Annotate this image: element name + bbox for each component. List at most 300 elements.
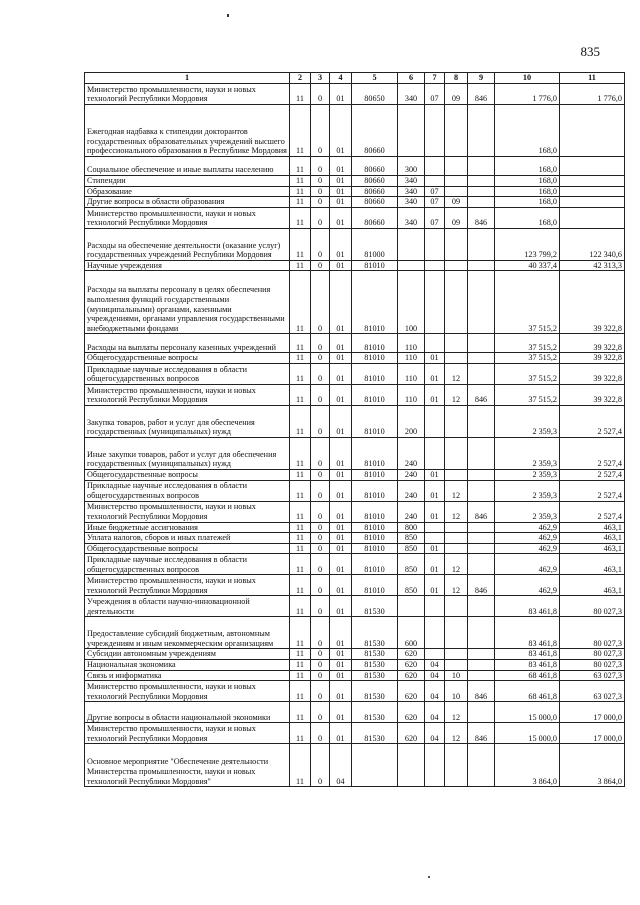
code-cell [445,617,468,649]
code-cell [445,334,468,353]
code-cell: 110 [398,363,425,384]
code-cell: 0 [311,228,330,260]
code-cell: 01 [330,260,352,271]
table-row [85,533,625,544]
amount-cell: 39 322,8 [560,384,625,405]
code-cell: 01 [330,681,352,702]
amount-cell: 1 776,0 [495,84,560,105]
code-cell: 81010 [352,469,398,480]
code-cell: 0 [311,157,330,176]
code-cell: 81010 [352,353,398,364]
code-cell [468,543,495,554]
amount-cell: 168,0 [495,157,560,176]
code-cell: 07 [425,197,445,208]
code-cell: 01 [330,596,352,617]
amount-cell: 15 000,0 [495,702,560,723]
code-cell: 80660 [352,157,398,176]
amount-cell: 37 515,2 [495,334,560,353]
code-cell [425,533,445,544]
code-cell: 0 [311,197,330,208]
table-row [85,228,625,260]
code-cell: 0 [311,480,330,501]
code-cell: 09 [445,207,468,228]
amount-cell: 83 461,8 [495,649,560,660]
row-name-cell: Другие вопросы в области образования [85,197,290,208]
code-cell: 850 [398,543,425,554]
code-cell: 620 [398,723,425,744]
code-cell [425,649,445,660]
code-cell [445,522,468,533]
code-cell: 01 [330,617,352,649]
code-cell [445,176,468,187]
code-cell: 81530 [352,596,398,617]
amount-cell: 168,0 [495,105,560,157]
amount-cell: 2 527,4 [560,469,625,480]
code-cell: 110 [398,353,425,364]
table-row [85,554,625,575]
code-cell: 0 [311,84,330,105]
row-name-cell: Субсидии автономным учреждениям [85,649,290,660]
amount-cell: 463,1 [560,575,625,596]
code-cell [468,469,495,480]
code-cell: 11 [290,533,311,544]
amount-cell: 1 776,0 [560,84,625,105]
code-cell: 81010 [352,334,398,353]
code-cell: 11 [290,334,311,353]
row-name-cell: Министерство промышленности, науки и новых технологий Республики Мордовия [85,207,290,228]
code-cell [468,533,495,544]
code-cell: 01 [330,533,352,544]
code-cell: 0 [311,723,330,744]
code-cell: 11 [290,405,311,437]
code-cell: 81010 [352,384,398,405]
code-cell: 81010 [352,501,398,522]
code-cell [468,617,495,649]
amount-cell: 63 027,3 [560,670,625,681]
code-cell: 81010 [352,533,398,544]
code-cell: 12 [445,702,468,723]
amount-cell: 462,9 [495,575,560,596]
code-cell [468,176,495,187]
code-cell: 240 [398,480,425,501]
code-cell [398,744,425,787]
table-row [85,197,625,208]
row-name-cell: Иные бюджетные ассигнования [85,522,290,533]
code-cell: 12 [445,575,468,596]
row-name-cell: Министерство промышленности, науки и новых технологий Республики Мордовия [85,501,290,522]
code-cell: 81530 [352,670,398,681]
code-cell [468,260,495,271]
row-name-cell: Общегосударственные вопросы [85,469,290,480]
code-cell [445,596,468,617]
code-cell: 11 [290,271,311,334]
code-cell [425,105,445,157]
code-cell: 10 [445,670,468,681]
code-cell: 0 [311,543,330,554]
row-name-cell: Уплата налогов, сборов и иных платежей [85,533,290,544]
code-cell: 01 [330,469,352,480]
code-cell: 846 [468,84,495,105]
table-row [85,469,625,480]
code-cell: 81010 [352,260,398,271]
code-cell [398,260,425,271]
code-cell: 846 [468,575,495,596]
row-name-cell: Учреждения в области научно-инновационной деятельности [85,596,290,617]
row-name-cell: Национальная экономика [85,659,290,670]
code-cell: 240 [398,469,425,480]
amount-cell: 462,9 [495,543,560,554]
amount-cell: 462,9 [495,522,560,533]
amount-cell: 37 515,2 [495,384,560,405]
table-row [85,260,625,271]
table-row [85,575,625,596]
code-cell: 07 [425,84,445,105]
code-cell: 0 [311,384,330,405]
table-row [85,363,625,384]
amount-cell: 3 864,0 [560,744,625,787]
table-row [85,670,625,681]
row-name-cell: Общегосударственные вопросы [85,543,290,554]
code-cell: 04 [425,702,445,723]
code-cell: 0 [311,437,330,469]
code-cell: 846 [468,207,495,228]
code-cell: 11 [290,543,311,554]
row-name-cell: Министерство промышленности, науки и новых технологий Республики Мордовия [85,681,290,702]
code-cell [468,649,495,660]
code-cell: 01 [330,334,352,353]
amount-cell: 123 799,2 [495,228,560,260]
table-row [85,681,625,702]
column-header: 10 [495,73,560,84]
code-cell [468,522,495,533]
code-cell [468,480,495,501]
row-name-cell: Научные учреждения [85,260,290,271]
code-cell: 12 [445,723,468,744]
column-header: 4 [330,73,352,84]
code-cell: 340 [398,186,425,197]
column-header: 2 [290,73,311,84]
amount-cell: 40 337,4 [495,260,560,271]
code-cell: 01 [330,543,352,554]
code-cell: 01 [330,207,352,228]
code-cell: 81010 [352,554,398,575]
code-cell: 07 [425,186,445,197]
code-cell [425,744,445,787]
column-header: 5 [352,73,398,84]
table-row [85,702,625,723]
code-cell: 11 [290,353,311,364]
table-row [85,176,625,187]
row-name-cell: Иные закупки товаров, работ и услуг для обеспечения государственных (муниципальных) нужд [85,437,290,469]
code-cell [468,197,495,208]
column-header: 3 [311,73,330,84]
code-cell: 0 [311,334,330,353]
code-cell: 0 [311,617,330,649]
amount-cell: 80 027,3 [560,617,625,649]
column-header: 11 [560,73,625,84]
table-row [85,617,625,649]
amount-cell: 2 527,4 [560,501,625,522]
code-cell: 01 [330,480,352,501]
code-cell: 11 [290,617,311,649]
code-cell [445,260,468,271]
code-cell: 846 [468,384,495,405]
code-cell: 12 [445,480,468,501]
table-row [85,207,625,228]
code-cell: 850 [398,533,425,544]
code-cell: 0 [311,575,330,596]
code-cell: 620 [398,659,425,670]
amount-cell [560,197,625,208]
table-row [85,501,625,522]
code-cell [425,176,445,187]
code-cell: 01 [425,480,445,501]
code-cell: 620 [398,649,425,660]
code-cell [425,437,445,469]
code-cell: 81000 [352,228,398,260]
code-cell: 0 [311,353,330,364]
code-cell: 340 [398,207,425,228]
amount-cell: 37 515,2 [495,363,560,384]
row-name-cell: Расходы на обеспечение деятельности (оказание услуг) государственных учреждений Республики Мордовия [85,228,290,260]
code-cell: 81530 [352,681,398,702]
row-name-cell: Закупка товаров, работ и услуг для обеспечения государственных (муниципальных) нужд [85,405,290,437]
code-cell: 04 [425,681,445,702]
code-cell [425,405,445,437]
code-cell: 0 [311,271,330,334]
code-cell: 10 [445,681,468,702]
code-cell: 01 [330,353,352,364]
table-row [85,157,625,176]
code-cell: 100 [398,271,425,334]
code-cell: 0 [311,554,330,575]
amount-cell [560,176,625,187]
row-name-cell: Министерство промышленности, науки и новых технологий Республики Мордовия [85,84,290,105]
code-cell: 01 [330,105,352,157]
amount-cell: 63 027,3 [560,681,625,702]
amount-cell [560,207,625,228]
row-name-cell: Прикладные научные исследования в области общегосударственных вопросов [85,363,290,384]
code-cell: 340 [398,84,425,105]
code-cell: 620 [398,670,425,681]
amount-cell: 168,0 [495,186,560,197]
row-name-cell: Предоставление субсидий бюджетным, автономным учреждениям и иным некоммерческим организациям [85,617,290,649]
code-cell: 81010 [352,405,398,437]
code-cell: 01 [330,575,352,596]
amount-cell: 168,0 [495,197,560,208]
code-cell: 01 [425,554,445,575]
row-name-cell: Прикладные научные исследования в области общегосударственных вопросов [85,554,290,575]
amount-cell: 3 864,0 [495,744,560,787]
code-cell: 12 [445,554,468,575]
code-cell [468,157,495,176]
code-cell [445,228,468,260]
table-row [85,105,625,157]
code-cell: 0 [311,649,330,660]
table-row [85,543,625,554]
code-cell: 81010 [352,363,398,384]
code-cell: 11 [290,84,311,105]
code-cell: 80660 [352,176,398,187]
page-number: 835 [580,44,600,59]
code-cell [445,533,468,544]
code-cell [425,617,445,649]
code-cell: 81010 [352,543,398,554]
amount-cell: 39 322,8 [560,334,625,353]
code-cell: 80660 [352,207,398,228]
amount-cell: 462,9 [495,554,560,575]
code-cell: 0 [311,186,330,197]
code-cell: 11 [290,186,311,197]
row-name-cell: Министерство промышленности, науки и новых технологий Республики Мордовия [85,723,290,744]
amount-cell: 2 527,4 [560,405,625,437]
amount-cell: 463,1 [560,543,625,554]
row-name-cell: Ежегодная надбавка к стипендии докторантов государственных образовательных учреждений высшего профессионального образования в Республике Мордовия [85,105,290,157]
amount-cell: 83 461,8 [495,596,560,617]
code-cell [398,228,425,260]
amount-cell: 168,0 [495,176,560,187]
code-cell [468,271,495,334]
code-cell: 11 [290,384,311,405]
code-cell: 11 [290,554,311,575]
code-cell: 81010 [352,575,398,596]
code-cell: 81530 [352,649,398,660]
code-cell [445,543,468,554]
table-row [85,186,625,197]
row-name-cell: Другие вопросы в области национальной экономики [85,702,290,723]
amount-cell: 83 461,8 [495,659,560,670]
code-cell: 0 [311,260,330,271]
code-cell: 11 [290,744,311,787]
amount-cell: 2 527,4 [560,480,625,501]
amount-cell: 15 000,0 [495,723,560,744]
row-name-cell: Министерство промышленности, науки и новых технологий Республики Мордовия [85,575,290,596]
code-cell: 620 [398,702,425,723]
code-cell: 01 [330,176,352,187]
table-row [85,723,625,744]
code-cell: 04 [330,744,352,787]
code-cell: 09 [445,84,468,105]
code-cell: 01 [330,723,352,744]
code-cell: 11 [290,469,311,480]
code-cell [468,334,495,353]
code-cell: 01 [425,353,445,364]
code-cell [425,260,445,271]
code-cell [468,596,495,617]
code-cell: 11 [290,649,311,660]
amount-cell: 2 527,4 [560,437,625,469]
code-cell: 07 [425,207,445,228]
amount-cell: 463,1 [560,522,625,533]
code-cell: 80660 [352,105,398,157]
amount-cell: 39 322,8 [560,271,625,334]
code-cell: 01 [425,501,445,522]
code-cell: 81010 [352,480,398,501]
code-cell: 01 [330,186,352,197]
code-cell: 01 [330,649,352,660]
table-row [85,480,625,501]
code-cell: 600 [398,617,425,649]
amount-cell: 68 461,8 [495,670,560,681]
table-row [85,744,625,787]
code-cell: 01 [330,228,352,260]
code-cell: 300 [398,157,425,176]
code-cell: 11 [290,207,311,228]
code-cell: 11 [290,363,311,384]
code-cell [445,353,468,364]
code-cell: 80660 [352,197,398,208]
code-cell: 81010 [352,271,398,334]
code-cell: 04 [425,670,445,681]
code-cell: 0 [311,744,330,787]
code-cell: 340 [398,197,425,208]
code-cell: 01 [425,575,445,596]
code-cell: 11 [290,723,311,744]
code-cell [468,437,495,469]
scan-speck [227,14,229,17]
row-name-cell: Расходы на выплаты персоналу в целях обеспечения выполнения функций государственными (муниципальными) органами, казенными учреждениями, органами управления государственными внебюджетными фондами [85,271,290,334]
code-cell: 12 [445,384,468,405]
amount-cell: 463,1 [560,533,625,544]
code-cell [398,596,425,617]
code-cell: 81010 [352,437,398,469]
amount-cell: 2 359,3 [495,437,560,469]
amount-cell [560,186,625,197]
amount-cell [560,105,625,157]
code-cell [445,437,468,469]
code-cell: 01 [425,384,445,405]
table-row [85,437,625,469]
code-cell: 81530 [352,617,398,649]
code-cell: 01 [330,437,352,469]
code-cell: 620 [398,681,425,702]
row-name-cell: Основное мероприятие "Обеспечение деятельности Министерства промышленности, науки и новых технологий Республики Мордовия" [85,744,290,787]
code-cell: 11 [290,480,311,501]
code-cell: 240 [398,501,425,522]
table-header-row [85,73,625,84]
code-cell: 01 [425,363,445,384]
code-cell: 01 [330,157,352,176]
code-cell: 01 [330,670,352,681]
code-cell: 110 [398,384,425,405]
row-name-cell: Образование [85,186,290,197]
code-cell: 01 [330,522,352,533]
row-name-cell: Связь и информатика [85,670,290,681]
code-cell [468,105,495,157]
budget-table [84,72,625,787]
code-cell [468,659,495,670]
code-cell: 800 [398,522,425,533]
scan-speck [428,876,430,878]
code-cell [445,744,468,787]
table-row [85,353,625,364]
row-name-cell: Социальное обеспечение и иные выплаты населению [85,157,290,176]
code-cell: 200 [398,405,425,437]
row-name-cell: Общегосударственные вопросы [85,353,290,364]
code-cell [468,405,495,437]
code-cell [468,744,495,787]
code-cell [445,649,468,660]
table-body [85,84,625,787]
code-cell: 81530 [352,659,398,670]
amount-cell: 463,1 [560,554,625,575]
code-cell: 0 [311,702,330,723]
amount-cell: 2 359,3 [495,469,560,480]
code-cell [445,659,468,670]
code-cell: 0 [311,405,330,437]
code-cell [425,522,445,533]
code-cell: 340 [398,176,425,187]
